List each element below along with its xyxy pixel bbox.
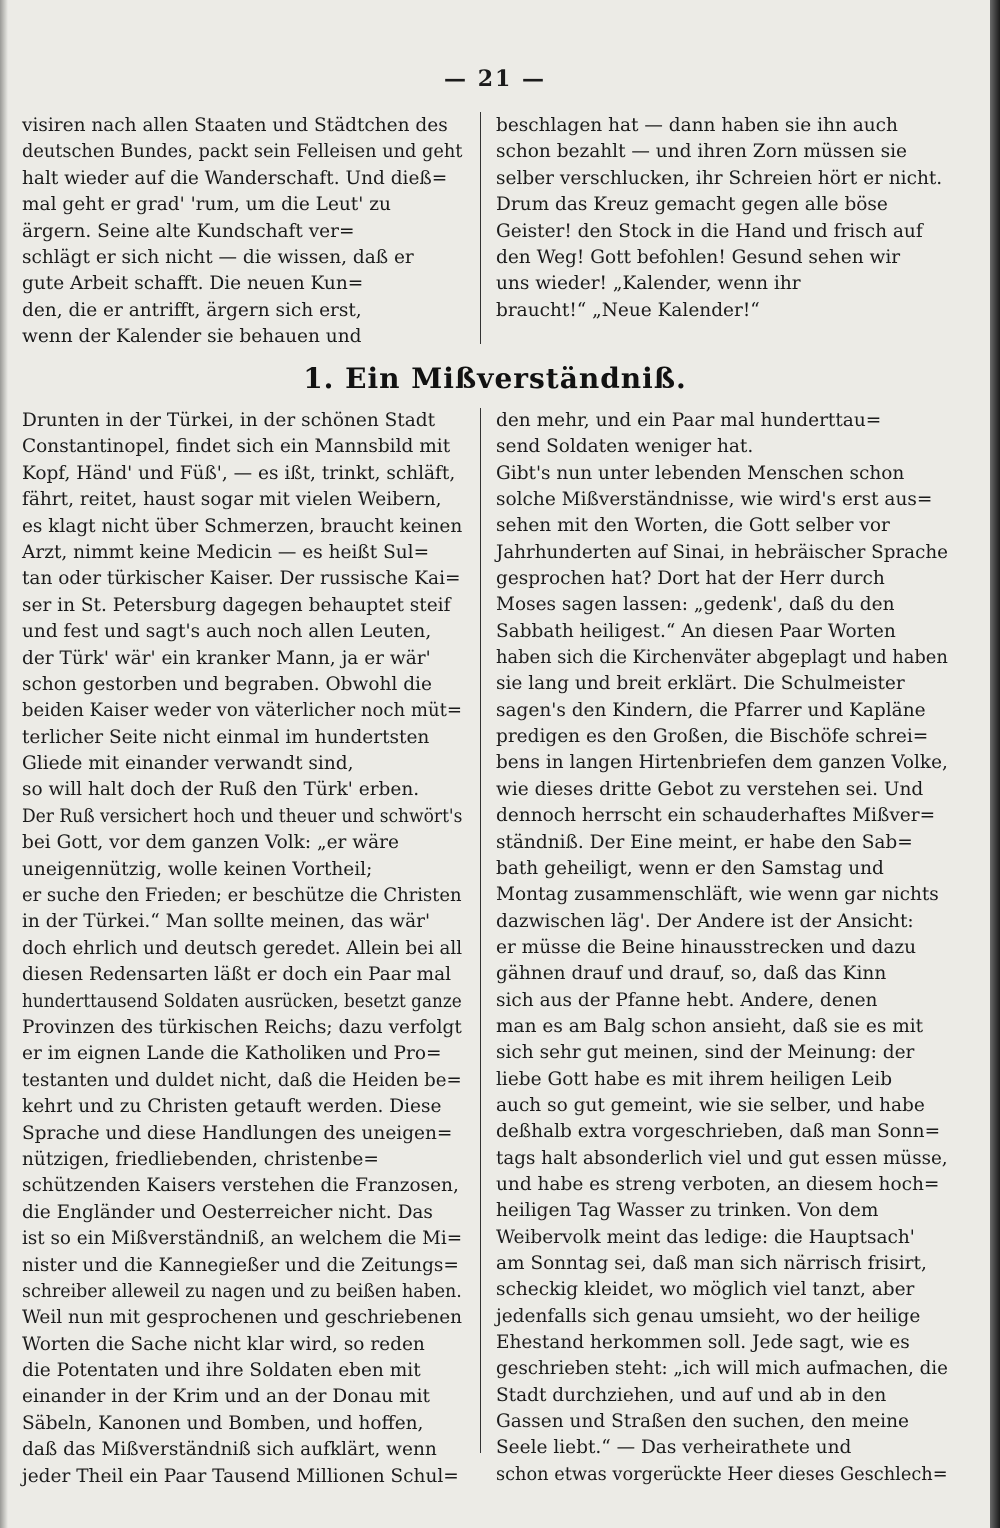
text-line: Sprache und diese Handlungen des uneigen=: [22, 1122, 453, 1144]
text-line: predigen es den Großen, die Bischöfe schrei=: [496, 726, 929, 748]
text-line: dennoch herrscht ein schauderhaftes Mißver=: [496, 805, 936, 827]
text-line: Stadt durchziehen, und auf und ab in den: [496, 1384, 887, 1406]
text-line: schon bezahlt — und ihren Zorn müssen sie: [496, 141, 907, 163]
text-line: sehen mit den Worten, die Gott selber vor: [496, 515, 890, 537]
page-edge-shadow: [990, 0, 1000, 1528]
text-line: scheckig kleidet, wo möglich viel tanzt, aber: [496, 1279, 915, 1301]
text-line: schützenden Kaisers verstehen die Franzosen,: [22, 1175, 459, 1197]
text-line: selber verschlucken, ihr Schreien hört er nicht.: [496, 167, 943, 189]
text-line: kehrt und zu Christen getauft werden. Diese: [22, 1096, 442, 1118]
text-line: dazwischen läg'. Der Andere ist der Ansicht:: [496, 910, 914, 932]
text-line: wenn der Kalender sie behauen und: [22, 326, 362, 348]
text-line: sie lang und breit erklärt. Die Schulmeister: [496, 673, 905, 695]
intro-left-column: [22, 113, 462, 351]
text-line: der Türk' wär' ein kranker Mann, ja er wär': [22, 647, 431, 669]
text-line: und habe es streng verboten, an diesem hoch=: [496, 1173, 940, 1195]
text-line: ist so ein Mißverständniß, an welchem die Mi=: [22, 1228, 463, 1250]
column-divider-main: [480, 408, 481, 1453]
text-line: schreiber alleweil zu nagen und zu beißen haben.: [22, 1280, 462, 1302]
text-line: er müsse die Beine hinausstrecken und dazu: [496, 936, 917, 958]
text-line: die Engländer und Oesterreicher nicht. Das: [22, 1201, 433, 1223]
text-line: bens in langen Hirtenbriefen dem ganzen Volke,: [496, 752, 948, 774]
text-line: schlägt er sich nicht — die wissen, daß er: [22, 246, 414, 268]
text-line: sich aus der Pfanne hebt. Andere, denen: [496, 989, 878, 1011]
text-line: schon gestorben und begraben. Obwohl die: [22, 673, 432, 695]
text-line: einander in der Krim und an der Donau mit: [22, 1386, 430, 1408]
text-line: jeder Theil ein Paar Tausend Millionen Schul=: [22, 1465, 459, 1487]
text-line: Geister! den Stock in die Hand und frisch auf: [496, 220, 923, 242]
text-line: er im eignen Lande die Katholiken und Pro=: [22, 1043, 442, 1065]
main-right-column: [496, 408, 948, 1488]
text-line: uns wieder! „Kalender, wenn ihr: [496, 273, 801, 295]
text-line: deutschen Bundes, packt sein Felleisen und geht: [22, 141, 463, 163]
text-line: Gibt's nun unter lebenden Menschen schon: [496, 462, 905, 484]
text-line: Gliede mit einander verwandt sind,: [22, 753, 354, 775]
text-line: er suche den Frieden; er beschütze die Christen: [22, 885, 462, 907]
text-line: heiligen Tag Wasser zu trinken. Von dem: [496, 1200, 879, 1222]
text-line: in der Türkei.“ Man sollte meinen, das wär': [22, 911, 431, 933]
text-line: die Potentaten und ihre Soldaten eben mit: [22, 1360, 421, 1382]
text-line: Provinzen des türkischen Reichs; dazu verfolgt: [22, 1016, 462, 1038]
text-line: daß das Mißverständniß sich aufklärt, wenn: [22, 1439, 437, 1461]
text-line: Constantinopel, findet sich ein Mannsbild mit: [22, 436, 451, 458]
text-line: tan oder türkischer Kaiser. Der russische Kai=: [22, 568, 461, 590]
text-line: Seele liebt.“ — Das verheirathete und: [496, 1437, 852, 1459]
text-line: gesprochen hat? Dort hat der Herr durch: [496, 568, 885, 590]
text-line: Jahrhunderten auf Sinai, in hebräischer Sprache: [496, 541, 948, 563]
text-line: terlicher Seite nicht einmal im hundertsten: [22, 726, 430, 748]
text-line: so will halt doch der Ruß den Türk' erben.: [22, 779, 420, 801]
text-line: Weil nun mit gesprochenen und geschriebenen: [22, 1307, 462, 1329]
text-line: Gassen und Straßen den suchen, den meine: [496, 1411, 909, 1433]
text-line: jedenfalls sich genau umsieht, wo der heilige: [496, 1305, 921, 1327]
text-line: liebe Gott habe es mit ihrem heiligen Leib: [496, 1068, 893, 1090]
text-line: solche Mißverständnisse, wie wird's erst aus=: [496, 489, 933, 511]
page-number: — 21 —: [444, 66, 546, 92]
text-line: gähnen drauf und drauf, so, daß das Kinn: [496, 963, 887, 985]
text-line: Drunten in der Türkei, in der schönen Stadt: [22, 410, 436, 431]
text-line: visiren nach allen Staaten und Städtchen des: [22, 115, 448, 136]
main-left-column: [22, 408, 462, 1490]
text-line: bath geheiligt, wenn er den Samstag und: [496, 857, 884, 879]
text-line: Drum das Kreuz gemacht gegen alle böse: [496, 194, 888, 216]
text-line: man es am Balg schon ansieht, daß sie es mit: [496, 1015, 924, 1037]
text-line: testanten und duldet nicht, daß die Heiden be=: [22, 1069, 462, 1091]
column-divider-top: [480, 112, 481, 344]
text-line: sagen's den Kindern, die Pfarrer und Kapläne: [496, 699, 926, 721]
text-line: Montag zusammenschläft, wie wenn gar nichts: [496, 884, 939, 906]
text-line: braucht!“ „Neue Kalender!“: [496, 299, 760, 321]
text-line: deßhalb extra vorgeschrieben, daß man Sonn=: [496, 1121, 941, 1143]
text-line: fährt, reitet, haust sogar mit vielen Weibern,: [22, 489, 442, 511]
text-line: den, die er antrifft, ärgern sich erst,: [22, 299, 362, 321]
text-line: auch so gut gemeint, wie sie selber, und habe: [496, 1094, 925, 1116]
text-line: nützigen, friedliebenden, christenbe=: [22, 1148, 379, 1170]
text-line: Moses sagen lassen: „gedenk', daß du den: [496, 594, 895, 616]
text-line: Kopf, Händ' und Füß', — es ißt, trinkt, schläft,: [22, 462, 456, 484]
text-line: sich sehr gut meinen, sind der Meinung: der: [496, 1042, 915, 1064]
text-line: bei Gott, vor dem ganzen Volk: „er wäre: [22, 832, 399, 854]
text-line: diesen Redensarten läßt er doch ein Paar mal: [22, 964, 452, 986]
text-line: Worten die Sache nicht klar wird, so reden: [22, 1333, 425, 1355]
text-line: nister und die Kannegießer und die Zeitungs=: [22, 1254, 459, 1276]
intro-right-column: [496, 113, 948, 324]
text-line: doch ehrlich und deutsch geredet. Allein bei all: [22, 937, 463, 959]
section-title: 1. Ein Mißverständniß.: [303, 362, 687, 395]
text-line: mal geht er grad' 'rum, um die Leut' zu: [22, 194, 391, 216]
page-gutter: [0, 0, 8, 1528]
text-line: am Sonntag sei, daß man sich närrisch frisirt,: [496, 1253, 927, 1274]
text-line: und fest und sagt's auch noch allen Leuten,: [22, 621, 432, 643]
text-line: geschrieben steht: „ich will mich aufmachen, die: [496, 1358, 948, 1380]
text-line: tags halt absonderlich viel und gut essen müsse,: [496, 1147, 948, 1169]
text-line: ständniß. Der Eine meint, er habe den Sab=: [496, 831, 913, 853]
text-line: Ehestand herkommen soll. Jede sagt, wie es: [496, 1332, 910, 1354]
text-line: Arzt, nimmt keine Medicin — es heißt Sul=: [22, 541, 430, 563]
text-line: wie dieses dritte Gebot zu verstehen sei. Und: [496, 778, 924, 800]
text-line: den Weg! Gott befohlen! Gesund sehen wir: [496, 246, 901, 268]
text-line: schon etwas vorgerückte Heer dieses Geschlech=: [496, 1463, 948, 1485]
text-line: Säbeln, Kanonen und Bomben, und hoffen,: [22, 1412, 424, 1434]
text-line: uneigennützig, wolle keinen Vortheil;: [22, 858, 373, 880]
text-line: haben sich die Kirchenväter abgeplagt und haben: [496, 647, 948, 669]
text-line: halt wieder auf die Wanderschaft. Und dieß=: [22, 167, 448, 189]
text-line: Sabbath heiligest.“ An diesen Paar Worten: [496, 620, 896, 642]
text-line: den mehr, und ein Paar mal hunderttau=: [496, 410, 882, 431]
text-line: beiden Kaiser weder von väterlicher noch müt=: [22, 700, 463, 722]
text-line: ärgern. Seine alte Kundschaft ver=: [22, 220, 355, 242]
text-line: gute Arbeit schafft. Die neuen Kun=: [22, 273, 364, 295]
text-line: send Soldaten weniger hat.: [496, 436, 754, 458]
text-line: es klagt nicht über Schmerzen, braucht keinen: [22, 515, 463, 537]
text-line: Weibervolk meint das ledige: die Hauptsach': [496, 1226, 915, 1248]
text-line: ser in St. Petersburg dagegen behauptet steif: [22, 594, 451, 616]
text-line: beschlagen hat — dann haben sie ihn auch: [496, 115, 898, 136]
text-line: hunderttausend Soldaten ausrücken, besetzt ganze: [22, 990, 462, 1012]
text-line: Der Ruß versichert hoch und theuer und schwört's: [22, 805, 463, 827]
